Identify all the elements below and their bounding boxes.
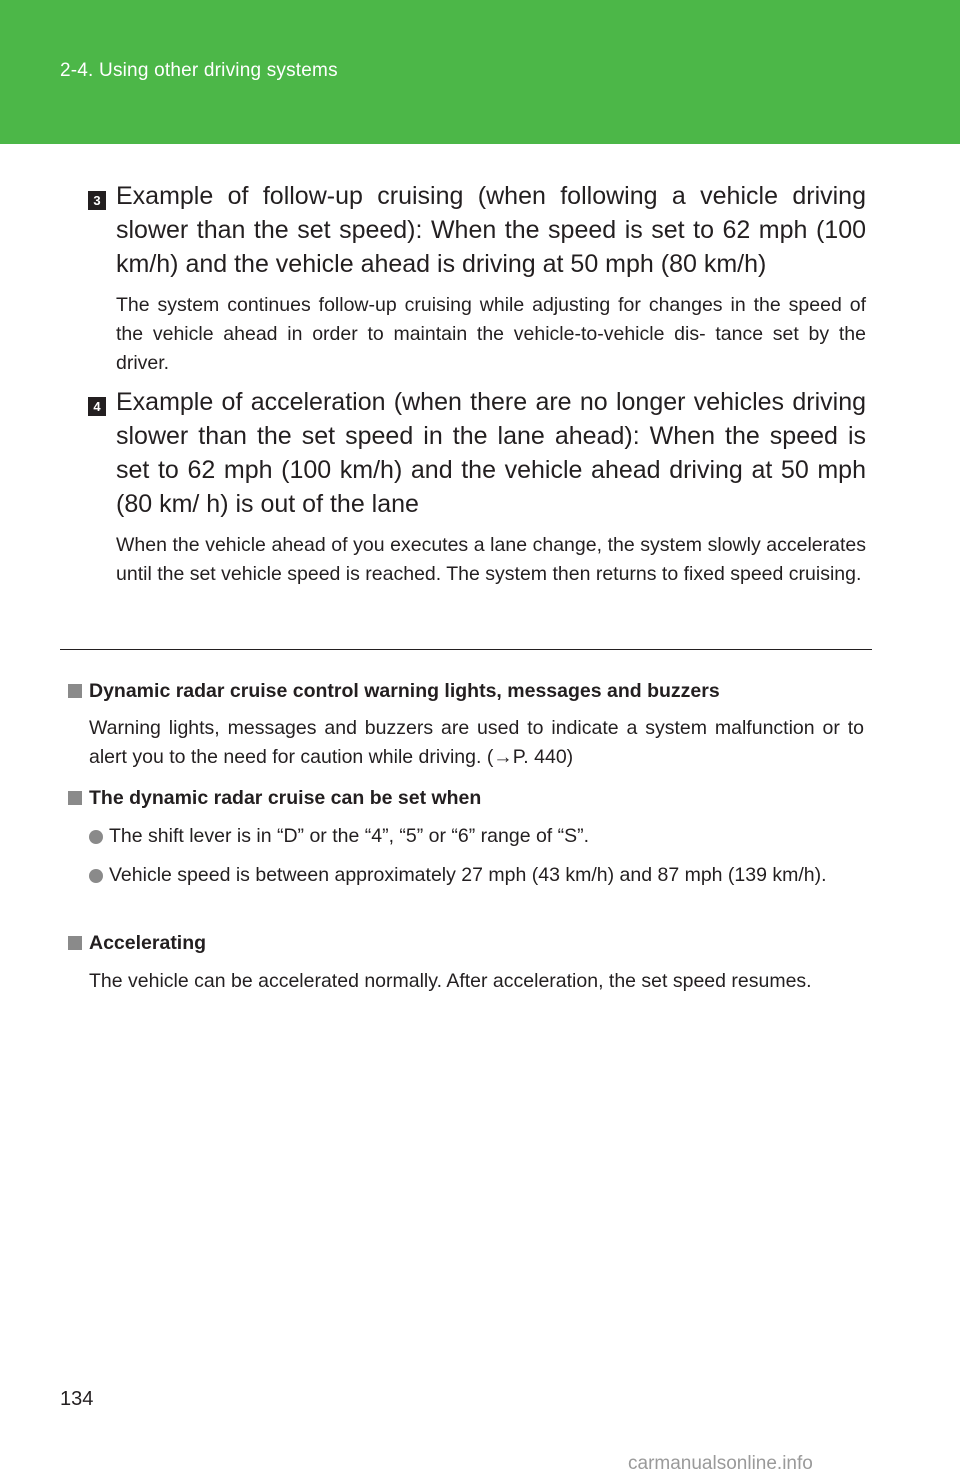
round-bullet-icon <box>89 830 103 844</box>
step-item-3 <box>88 179 866 378</box>
step-heading: Example of acceleration (when there are no longer vehicles driving slower than the set speed in the lane ahead): When the speed is set to 62 mph (100 km/h) and the vehicle ahead driving at 50 mph (80 km/ h) is out of the lane <box>116 388 866 518</box>
square-bullet-icon <box>68 791 82 805</box>
note-heading-text: Accelerating <box>89 932 207 954</box>
step-heading: Example of follow-up cruising (when following a vehicle driving slower than the set speed): When the speed is set to 62 mph (100 km/h) and the vehicle ahead is driving at 50 mph (80 km/h) <box>116 182 866 278</box>
square-bullet-icon <box>68 936 82 950</box>
step-body: The system continues follow-up cruising while adjusting for changes in the speed of the vehicle ahead in order to maintain the vehicle-to-vehicle dis- tance set by the driver. <box>116 294 866 374</box>
note-text: The vehicle can be accelerated normally. After acceleration, the set speed resumes. <box>89 970 812 992</box>
note-heading <box>68 784 864 812</box>
bullet-text: Vehicle speed is between approximately 27 mph (43 km/h) and 87 mph (139 km/h). <box>109 864 827 886</box>
note-text: Warning lights, messages and buzzers are used to indicate a system malfunction or to alert you to the need for caution while driving. (→P. 440) <box>89 717 864 768</box>
footer-watermark: carmanualsonline.info <box>628 1453 813 1474</box>
note-heading-text: The dynamic radar cruise can be set when <box>89 787 482 809</box>
round-bullet-icon <box>89 869 103 883</box>
section-divider <box>60 649 872 650</box>
step-body: When the vehicle ahead of you executes a lane change, the system slowly accelerates until the set vehicle speed is reached. The system then returns to fixed speed cruising. <box>116 534 866 585</box>
bullet-item <box>68 822 864 851</box>
note-heading-text: Dynamic radar cruise control warning lights, messages and buzzers <box>89 680 720 702</box>
note-set-conditions <box>68 784 864 890</box>
section-title: 2-4. Using other driving systems <box>60 60 338 81</box>
note-heading <box>68 929 864 957</box>
step-badge: 4 <box>88 397 106 416</box>
bullet-item <box>68 861 864 890</box>
step-item-4 <box>88 385 866 589</box>
note-warning-lights <box>68 677 864 772</box>
square-bullet-icon <box>68 684 82 698</box>
step-badge: 3 <box>88 191 106 210</box>
bullet-text: The shift lever is in “D” or the “4”, “5” or “6” range of “S”. <box>109 825 590 847</box>
header-band <box>0 0 960 144</box>
note-heading <box>68 677 864 705</box>
note-accelerating <box>68 929 864 996</box>
page-number: 134 <box>60 1388 94 1410</box>
